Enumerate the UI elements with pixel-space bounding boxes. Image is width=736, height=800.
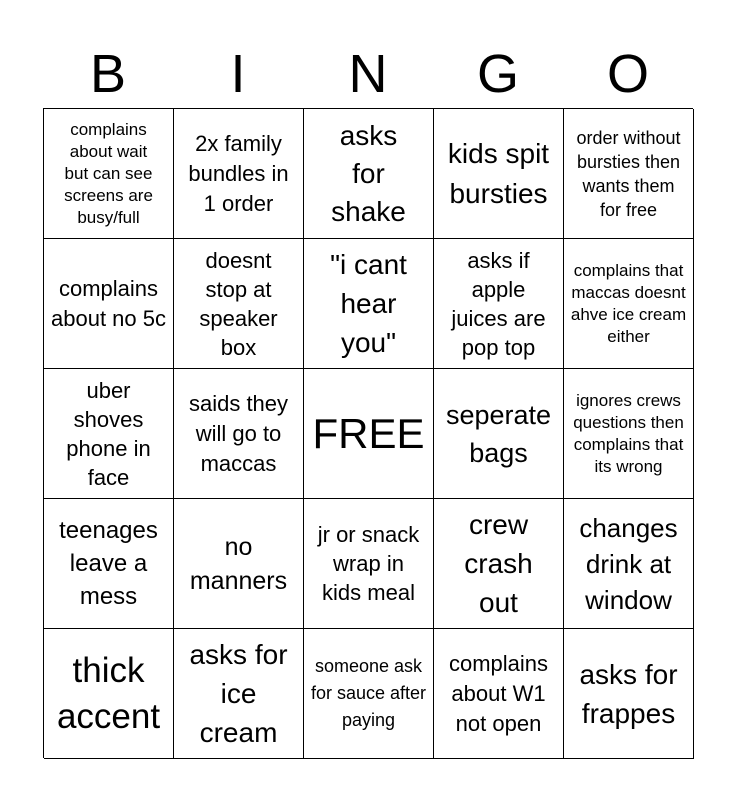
- bingo-cell: [44, 109, 174, 239]
- bingo-cell: [304, 369, 434, 499]
- cell-text: complains about no 5c: [51, 275, 166, 331]
- bingo-cell: [564, 499, 694, 629]
- cell-text: jr or snack wrap in kids meal: [317, 522, 420, 605]
- cell-text: changes drink at window: [579, 512, 678, 615]
- bingo-cell: [434, 369, 564, 499]
- cell-text: someone ask for sauce after paying: [310, 656, 427, 730]
- bingo-cell: [434, 239, 564, 369]
- bingo-cell: [174, 109, 304, 239]
- cell-text: kids spit bursties: [447, 137, 550, 209]
- bingo-cell: [44, 239, 174, 369]
- cell-text: complains that maccas doesnt ahve ice cream either: [570, 260, 687, 346]
- bingo-header: [43, 44, 693, 104]
- cell-text: seperate bags: [445, 399, 552, 468]
- bingo-cell: [44, 369, 174, 499]
- bingo-cell: [564, 109, 694, 239]
- bingo-cell: [174, 239, 304, 369]
- header-letter-i: I: [230, 44, 246, 104]
- bingo-cell: [434, 109, 564, 239]
- header-letter-b: B: [89, 44, 127, 104]
- bingo-cell: [174, 629, 304, 759]
- bingo-cell: [44, 629, 174, 759]
- cell-text: asks for ice cream: [189, 639, 288, 748]
- bingo-cell: [304, 239, 434, 369]
- cell-text: saids they will go to maccas: [188, 390, 289, 476]
- header-letter-g: G: [476, 44, 519, 104]
- bingo-cell: [434, 499, 564, 629]
- bingo-grid: [43, 108, 693, 758]
- cell-text: complains about W1 not open: [448, 650, 549, 736]
- cell-text: 2x family bundles in 1 order: [188, 130, 289, 216]
- cell-text: thick accent: [56, 650, 161, 736]
- bingo-cell: [304, 499, 434, 629]
- header-letter-o: O: [606, 44, 649, 104]
- bingo-cell: [44, 499, 174, 629]
- cell-text: asks for frappes: [579, 658, 678, 729]
- cell-text: teenages leave a mess: [59, 517, 158, 610]
- cell-text: uber shoves phone in face: [66, 377, 151, 490]
- bingo-cell: [564, 369, 694, 499]
- cell-text: FREE: [312, 409, 425, 457]
- bingo-cell: [304, 629, 434, 759]
- cell-text: no manners: [189, 532, 288, 595]
- cell-text: "i cant hear you": [330, 249, 407, 358]
- bingo-cell: [304, 109, 434, 239]
- cell-text: crew crash out: [464, 509, 533, 618]
- cell-text: order without bursties then wants them for free: [576, 127, 681, 220]
- cell-text: asks if apple juices are pop top: [451, 247, 546, 360]
- bingo-cell: [434, 629, 564, 759]
- bingo-cell: [564, 239, 694, 369]
- bingo-cell: [174, 369, 304, 499]
- bingo-cell: [564, 629, 694, 759]
- bingo-cell: [174, 499, 304, 629]
- header-letter-n: N: [348, 44, 388, 104]
- cell-text: ignores crews questions then complains that its wrong: [573, 390, 684, 476]
- cell-text: complains about wait but can see screens are busy/full: [64, 119, 153, 227]
- cell-text: doesnt stop at speaker box: [199, 247, 278, 360]
- cell-text: asks for shake: [331, 119, 406, 227]
